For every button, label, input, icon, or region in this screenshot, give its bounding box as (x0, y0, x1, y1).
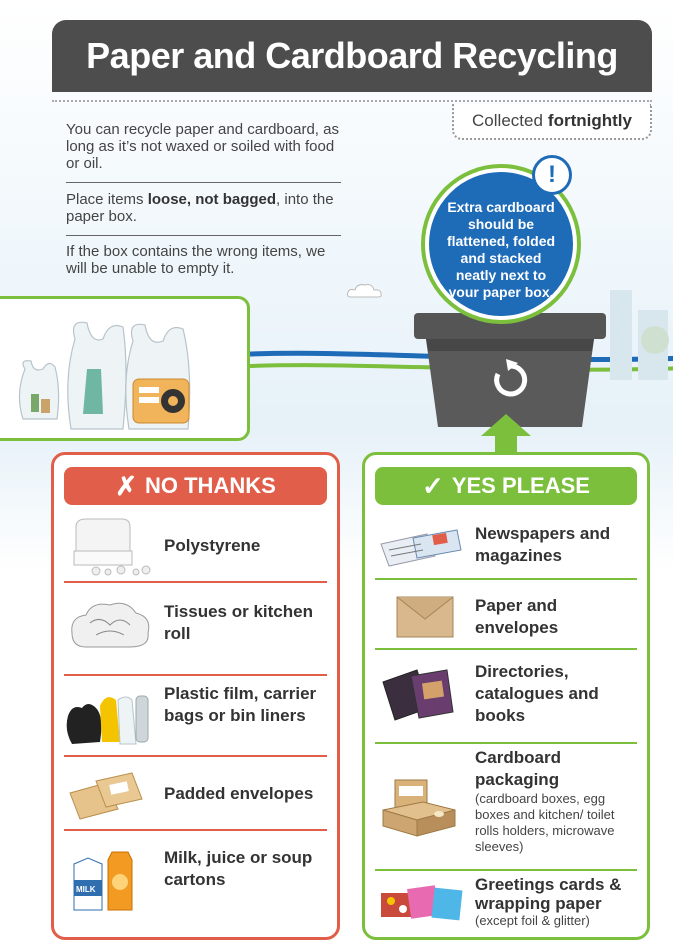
intro-divider (66, 182, 341, 183)
list-divider (64, 674, 327, 676)
cross-icon: ✗ (115, 470, 137, 501)
item-label: Padded envelopes (164, 784, 314, 803)
intro-p2-start: Place items (66, 191, 148, 208)
item-label: Tissues or kitchen roll (164, 602, 313, 643)
no-thanks-header (64, 467, 327, 505)
list-item (365, 587, 647, 649)
no-thanks-panel (51, 452, 340, 940)
item-label-note: (cardboard boxes, egg boxes and kitchen/ toilet rolls holders, microwave sleeves) (475, 791, 615, 854)
item-label: Newspapers and magazines (475, 524, 611, 565)
intro-paragraph-1: You can recycle paper and cardboard, as long as it’s not waxed or soiled with food or oil. (66, 121, 339, 172)
padded-envelopes-icon (66, 765, 156, 827)
intro-paragraph-3: If the box contains the wrong items, we will be unable to empty it. (66, 243, 326, 277)
list-item (54, 845, 337, 917)
up-arrow-icon (481, 414, 531, 456)
item-label-main: Cardboard packaging (475, 748, 561, 789)
item-label: Plastic film, carrier bags or bin liners (164, 684, 317, 725)
polystyrene-box-icon (66, 515, 156, 577)
list-divider (375, 648, 637, 650)
envelope-icon (377, 587, 467, 649)
list-item (54, 681, 337, 753)
item-label (475, 875, 639, 929)
yes-please-title: YES PLEASE (451, 473, 590, 498)
check-icon: ✓ (422, 470, 444, 501)
notice-text: Extra cardboard should be flattened, folded and stacked neatly next to your paper box. (446, 199, 556, 300)
yes-please-header (375, 467, 637, 505)
list-item (54, 593, 337, 655)
newspapers-icon (377, 516, 467, 578)
exclamation-icon: ! (532, 155, 572, 195)
list-divider (64, 581, 327, 583)
item-label: Paper and envelopes (475, 596, 559, 637)
collected-frequency: fortnightly (547, 111, 632, 130)
list-item (365, 875, 647, 933)
list-divider (375, 869, 637, 871)
list-divider (64, 755, 327, 757)
list-divider (375, 578, 637, 580)
page-title: Paper and Cardboard Recycling (86, 35, 618, 76)
intro-p2-end: , into the paper box. (66, 191, 334, 225)
yes-please-panel (362, 452, 650, 940)
plastic-bag-icon (0, 299, 253, 439)
item-label-main: Greetings cards & wrapping paper (475, 875, 622, 913)
cards-icon (377, 875, 467, 937)
intro-paragraph-2 (66, 191, 341, 225)
cloud-icon (345, 280, 385, 300)
list-item (365, 519, 647, 575)
buildings-icon (600, 270, 673, 380)
list-item (54, 515, 337, 577)
item-label: Milk, juice or soup cartons (164, 848, 313, 889)
intro-p2-bold: loose, not bagged (147, 191, 277, 208)
title-bar (52, 20, 652, 92)
list-divider (375, 742, 637, 744)
list-item (365, 745, 647, 865)
collection-frequency (452, 104, 652, 140)
list-item (54, 765, 337, 827)
item-label: Directories, catalogues and books (475, 662, 599, 725)
carton-label: MILK (76, 885, 96, 894)
item-label: Polystyrene (164, 536, 261, 555)
item-label (475, 747, 639, 855)
intro-divider (66, 235, 341, 236)
tissues-icon (66, 593, 156, 655)
list-divider (64, 829, 327, 831)
cartons-icon (66, 848, 156, 914)
plastic-bags-icon (66, 684, 156, 750)
bagged-items-illustration (0, 296, 250, 441)
item-label-note: (except foil & glitter) (475, 913, 590, 928)
cardboard-box-icon (377, 767, 467, 847)
collected-prefix: Collected (472, 111, 543, 130)
title-divider (52, 100, 652, 102)
no-thanks-title: NO THANKS (145, 473, 276, 498)
list-item (365, 657, 647, 729)
books-icon (377, 660, 467, 726)
